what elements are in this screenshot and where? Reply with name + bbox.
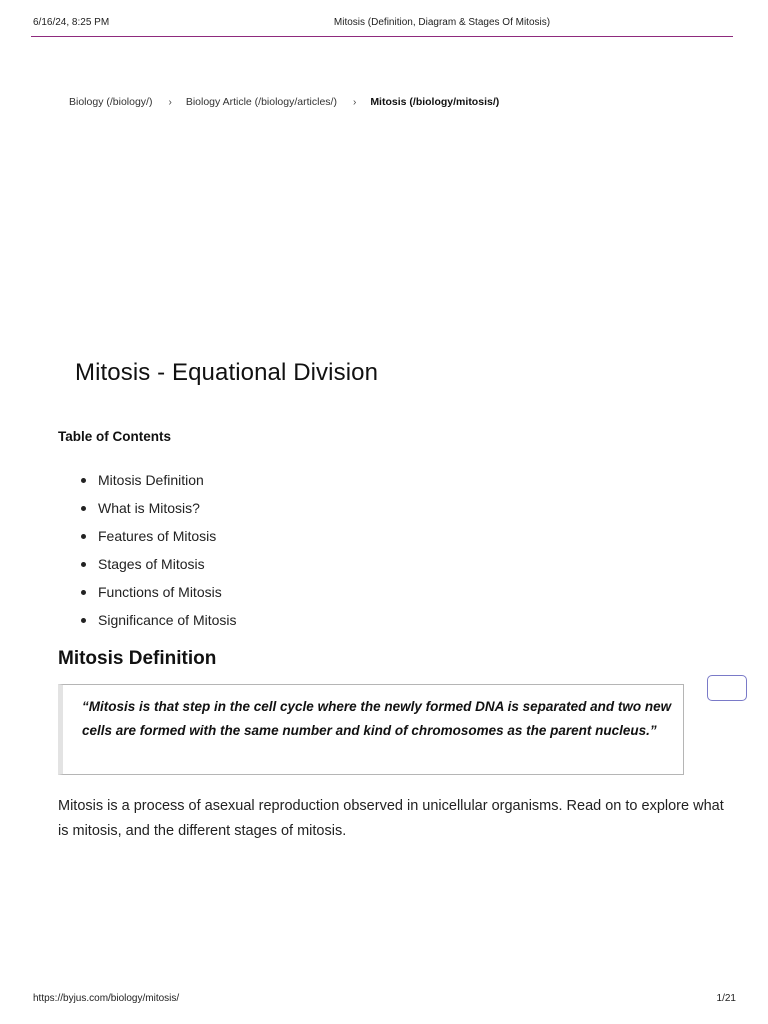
breadcrumb-item-biology-article[interactable]: Biology Article (/biology/articles/) [185,96,337,108]
toc-item-features-of-mitosis[interactable] [58,522,237,550]
page-title: Mitosis - Equational Division [75,359,379,386]
bullet-icon [81,590,86,595]
toc-item-what-is-mitosis[interactable] [58,494,237,522]
breadcrumb-separator-icon: › [352,96,357,108]
breadcrumb [69,96,499,108]
toc-heading: Table of Contents [58,429,171,444]
bullet-icon [81,478,86,483]
bullet-icon [81,506,86,511]
intro-paragraph: Mitosis is a process of asexual reproduction observed in unicellular organisms. Read on to explore what is mitosis, and the different stages of mitosis. [58,798,724,839]
toc-item-label[interactable]: Features of Mitosis [98,528,217,544]
header-divider [31,36,733,37]
print-url: https://byjus.com/biology/mitosis/ [33,993,180,1004]
breadcrumb-item-mitosis[interactable]: Mitosis (/biology/mitosis/) [370,96,500,108]
definition-quote-box [58,684,684,775]
definition-quote-text: “Mitosis is that step in the cell cycle where the newly formed DNA is separated and two new cells are formed with the same number and kind of chromosomes as the parent nucleus.” [82,699,672,738]
bullet-icon [81,618,86,623]
toc-item-label[interactable]: Significance of Mitosis [98,612,237,628]
toc-item-label[interactable]: Mitosis Definition [98,472,204,488]
breadcrumb-item-biology[interactable]: Biology (/biology/) [69,96,153,108]
table-of-contents [58,466,237,634]
toc-item-label[interactable]: Stages of Mitosis [98,556,205,572]
print-datetime: 6/16/24, 8:25 PM [33,17,110,28]
breadcrumb-separator-icon: › [168,96,172,108]
toc-item-significance-of-mitosis[interactable] [58,606,237,634]
toc-item-stages-of-mitosis[interactable] [58,550,237,578]
toc-item-functions-of-mitosis[interactable] [58,578,237,606]
page-number: 1/21 [716,993,736,1004]
toc-item-label[interactable]: Functions of Mitosis [98,584,222,600]
section-heading-mitosis-definition: Mitosis Definition [58,648,217,669]
bullet-icon [81,534,86,539]
bullet-icon [81,562,86,567]
toc-item-mitosis-definition[interactable] [58,466,237,494]
print-header [0,0,768,38]
toc-item-label[interactable]: What is Mitosis? [98,500,200,516]
floating-side-tab[interactable] [707,675,747,701]
print-document-title: Mitosis (Definition, Diagram & Stages Of Mitosis) [333,17,551,28]
